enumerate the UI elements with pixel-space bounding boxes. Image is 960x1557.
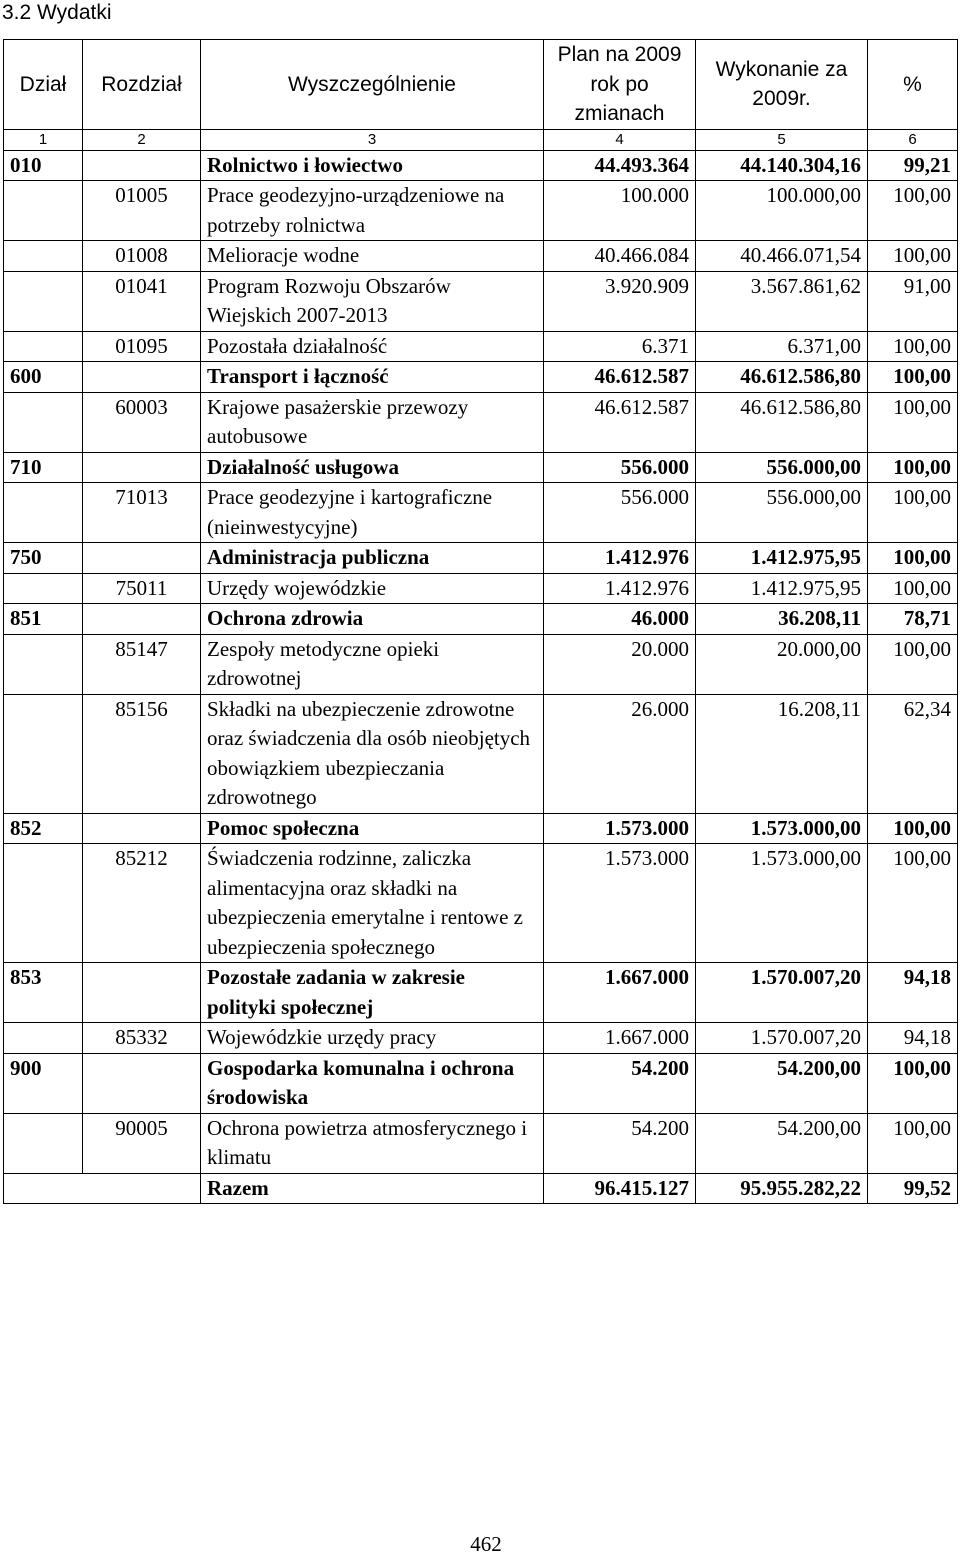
cell-plan: 1.412.976 [544, 573, 696, 604]
cell-percent: 100,00 [868, 241, 958, 272]
cell-plan: 1.667.000 [544, 1023, 696, 1054]
column-number: 2 [83, 129, 201, 150]
cell-dzial [4, 331, 83, 362]
table-row-chapter [4, 634, 958, 694]
header-dzial: Dział [4, 40, 83, 130]
cell-wykonanie: 556.000,00 [696, 452, 868, 483]
cell-dzial: 852 [4, 813, 83, 844]
cell-dzial [4, 1023, 83, 1054]
cell-dzial: 710 [4, 452, 83, 483]
column-number: 3 [201, 129, 544, 150]
cell-rozdzial: 85212 [83, 844, 201, 963]
header-rozdzial: Rozdział [83, 40, 201, 130]
cell-percent: 100,00 [868, 634, 958, 694]
cell-percent: 100,00 [868, 1053, 958, 1113]
cell-name: Rolnictwo i łowiectwo [201, 150, 544, 181]
table-row-chapter [4, 181, 958, 241]
cell-percent: 94,18 [868, 963, 958, 1023]
cell-wykonanie: 54.200,00 [696, 1053, 868, 1113]
cell-wykonanie: 1.570.007,20 [696, 963, 868, 1023]
cell-percent: 100,00 [868, 181, 958, 241]
cell-dzial [4, 844, 83, 963]
cell-wykonanie: 556.000,00 [696, 483, 868, 543]
cell-name: Krajowe pasażerskie przewozy autobusowe [201, 392, 544, 452]
cell-wykonanie: 36.208,11 [696, 604, 868, 635]
cell-plan: 556.000 [544, 483, 696, 543]
table-row-chapter [4, 392, 958, 452]
cell-rozdzial: 01041 [83, 271, 201, 331]
cell-percent: 100,00 [868, 331, 958, 362]
cell-name: Prace geodezyjno-urządzeniowe na potrzeby rolnictwa [201, 181, 544, 241]
table-row-section [4, 543, 958, 574]
cell-wykonanie: 20.000,00 [696, 634, 868, 694]
cell-total-wykonanie: 95.955.282,22 [696, 1173, 868, 1204]
cell-percent: 100,00 [868, 844, 958, 963]
table-row-chapter [4, 1023, 958, 1054]
cell-name: Pozostałe zadania w zakresie polityki społecznej [201, 963, 544, 1023]
cell-wykonanie: 1.573.000,00 [696, 813, 868, 844]
cell-dzial [4, 483, 83, 543]
cell-name: Urzędy wojewódzkie [201, 573, 544, 604]
cell-wykonanie: 46.612.586,80 [696, 362, 868, 393]
cell-total-plan: 96.415.127 [544, 1173, 696, 1204]
cell-percent: 94,18 [868, 1023, 958, 1054]
header-plan: Plan na 2009 rok po zmianach [544, 40, 696, 130]
cell-plan: 40.466.084 [544, 241, 696, 272]
table-row-chapter [4, 694, 958, 813]
table-row-section [4, 452, 958, 483]
table-row-section [4, 963, 958, 1023]
cell-dzial [4, 1113, 83, 1173]
cell-plan: 46.612.587 [544, 392, 696, 452]
header-wykonanie: Wykonanie za 2009r. [696, 40, 868, 130]
cell-name: Prace geodezyjne i kartograficzne (nieinwestycyjne) [201, 483, 544, 543]
table-row-chapter [4, 271, 958, 331]
cell-plan: 6.371 [544, 331, 696, 362]
cell-wykonanie: 6.371,00 [696, 331, 868, 362]
cell-dzial: 900 [4, 1053, 83, 1113]
table-row-chapter [4, 331, 958, 362]
cell-dzial: 851 [4, 604, 83, 635]
cell-plan: 54.200 [544, 1053, 696, 1113]
cell-total-label: Razem [201, 1173, 544, 1204]
cell-percent: 62,34 [868, 694, 958, 813]
section-heading: 3.2 Wydatki [2, 1, 112, 24]
cell-plan: 20.000 [544, 634, 696, 694]
table-row-chapter [4, 573, 958, 604]
cell-wykonanie: 46.612.586,80 [696, 392, 868, 452]
cell-dzial [4, 392, 83, 452]
column-number: 1 [4, 129, 83, 150]
cell-rozdzial: 90005 [83, 1113, 201, 1173]
cell-percent: 100,00 [868, 813, 958, 844]
cell-rozdzial [83, 604, 201, 635]
cell-name: Składki na ubezpieczenie zdrowotne oraz świadczenia dla osób nieobjętych obowiązkiem ubezpieczania zdrowotnego [201, 694, 544, 813]
table-row-section [4, 813, 958, 844]
cell-wykonanie: 3.567.861,62 [696, 271, 868, 331]
cell-plan: 556.000 [544, 452, 696, 483]
cell-name: Administracja publiczna [201, 543, 544, 574]
table-row-chapter [4, 483, 958, 543]
table-row-section [4, 1053, 958, 1113]
cell-wykonanie: 40.466.071,54 [696, 241, 868, 272]
cell-rozdzial [83, 452, 201, 483]
cell-name: Ochrona powietrza atmosferycznego i klimatu [201, 1113, 544, 1173]
cell-percent: 91,00 [868, 271, 958, 331]
cell-percent: 100,00 [868, 483, 958, 543]
page-number: 462 [470, 1532, 502, 1556]
cell-plan: 46.000 [544, 604, 696, 635]
table-row-chapter [4, 241, 958, 272]
cell-plan: 1.412.976 [544, 543, 696, 574]
expenditure-table [3, 39, 958, 1204]
cell-total-percent: 99,52 [868, 1173, 958, 1204]
cell-dzial [4, 634, 83, 694]
cell-rozdzial [83, 150, 201, 181]
cell-dzial [4, 271, 83, 331]
cell-wykonanie: 100.000,00 [696, 181, 868, 241]
cell-name: Program Rozwoju Obszarów Wiejskich 2007-2013 [201, 271, 544, 331]
column-number: 5 [696, 129, 868, 150]
cell-plan: 1.573.000 [544, 844, 696, 963]
table-row-section [4, 604, 958, 635]
cell-rozdzial [83, 813, 201, 844]
cell-plan: 1.667.000 [544, 963, 696, 1023]
cell-rozdzial: 85332 [83, 1023, 201, 1054]
cell-dzial [4, 181, 83, 241]
table-row-total [4, 1173, 958, 1204]
cell-name: Pomoc społeczna [201, 813, 544, 844]
cell-rozdzial [83, 1053, 201, 1113]
cell-percent: 78,71 [868, 604, 958, 635]
column-number: 6 [868, 129, 958, 150]
cell-rozdzial: 01008 [83, 241, 201, 272]
cell-blank [4, 1173, 201, 1204]
cell-dzial [4, 694, 83, 813]
header-wyszczegolnienie: Wyszczególnienie [201, 40, 544, 130]
header-percent: % [868, 40, 958, 130]
cell-dzial: 750 [4, 543, 83, 574]
cell-dzial: 010 [4, 150, 83, 181]
cell-rozdzial [83, 963, 201, 1023]
cell-dzial [4, 573, 83, 604]
cell-rozdzial: 71013 [83, 483, 201, 543]
cell-rozdzial: 01095 [83, 331, 201, 362]
table-row-chapter [4, 844, 958, 963]
cell-plan: 54.200 [544, 1113, 696, 1173]
cell-rozdzial [83, 543, 201, 574]
cell-dzial: 853 [4, 963, 83, 1023]
cell-plan: 26.000 [544, 694, 696, 813]
cell-wykonanie: 54.200,00 [696, 1113, 868, 1173]
cell-dzial [4, 241, 83, 272]
column-number-row [4, 129, 958, 150]
cell-plan: 3.920.909 [544, 271, 696, 331]
cell-percent: 100,00 [868, 1113, 958, 1173]
cell-rozdzial: 85147 [83, 634, 201, 694]
column-number: 4 [544, 129, 696, 150]
cell-dzial: 600 [4, 362, 83, 393]
cell-name: Świadczenia rodzinne, zaliczka alimentacyjna oraz składki na ubezpieczenia emerytalne i rentowe z ubezpieczenia społecznego [201, 844, 544, 963]
cell-rozdzial: 85156 [83, 694, 201, 813]
table-row-chapter [4, 1113, 958, 1173]
cell-percent: 100,00 [868, 392, 958, 452]
cell-plan: 46.612.587 [544, 362, 696, 393]
cell-wykonanie: 1.412.975,95 [696, 543, 868, 574]
cell-rozdzial [83, 362, 201, 393]
cell-rozdzial: 01005 [83, 181, 201, 241]
cell-name: Działalność usługowa [201, 452, 544, 483]
cell-percent: 100,00 [868, 543, 958, 574]
cell-rozdzial: 75011 [83, 573, 201, 604]
cell-wykonanie: 1.412.975,95 [696, 573, 868, 604]
cell-plan: 44.493.364 [544, 150, 696, 181]
cell-wykonanie: 1.573.000,00 [696, 844, 868, 963]
cell-name: Melioracje wodne [201, 241, 544, 272]
cell-percent: 100,00 [868, 362, 958, 393]
cell-name: Gospodarka komunalna i ochrona środowiska [201, 1053, 544, 1113]
cell-rozdzial: 60003 [83, 392, 201, 452]
cell-name: Zespoły metodyczne opieki zdrowotnej [201, 634, 544, 694]
cell-name: Ochrona zdrowia [201, 604, 544, 635]
cell-plan: 1.573.000 [544, 813, 696, 844]
cell-percent: 100,00 [868, 452, 958, 483]
table-row-section [4, 150, 958, 181]
cell-name: Wojewódzkie urzędy pracy [201, 1023, 544, 1054]
cell-wykonanie: 16.208,11 [696, 694, 868, 813]
cell-wykonanie: 44.140.304,16 [696, 150, 868, 181]
cell-percent: 100,00 [868, 573, 958, 604]
cell-wykonanie: 1.570.007,20 [696, 1023, 868, 1054]
cell-plan: 100.000 [544, 181, 696, 241]
cell-name: Pozostała działalność [201, 331, 544, 362]
table-header-row [4, 40, 958, 130]
table-row-section [4, 362, 958, 393]
cell-name: Transport i łączność [201, 362, 544, 393]
cell-percent: 99,21 [868, 150, 958, 181]
